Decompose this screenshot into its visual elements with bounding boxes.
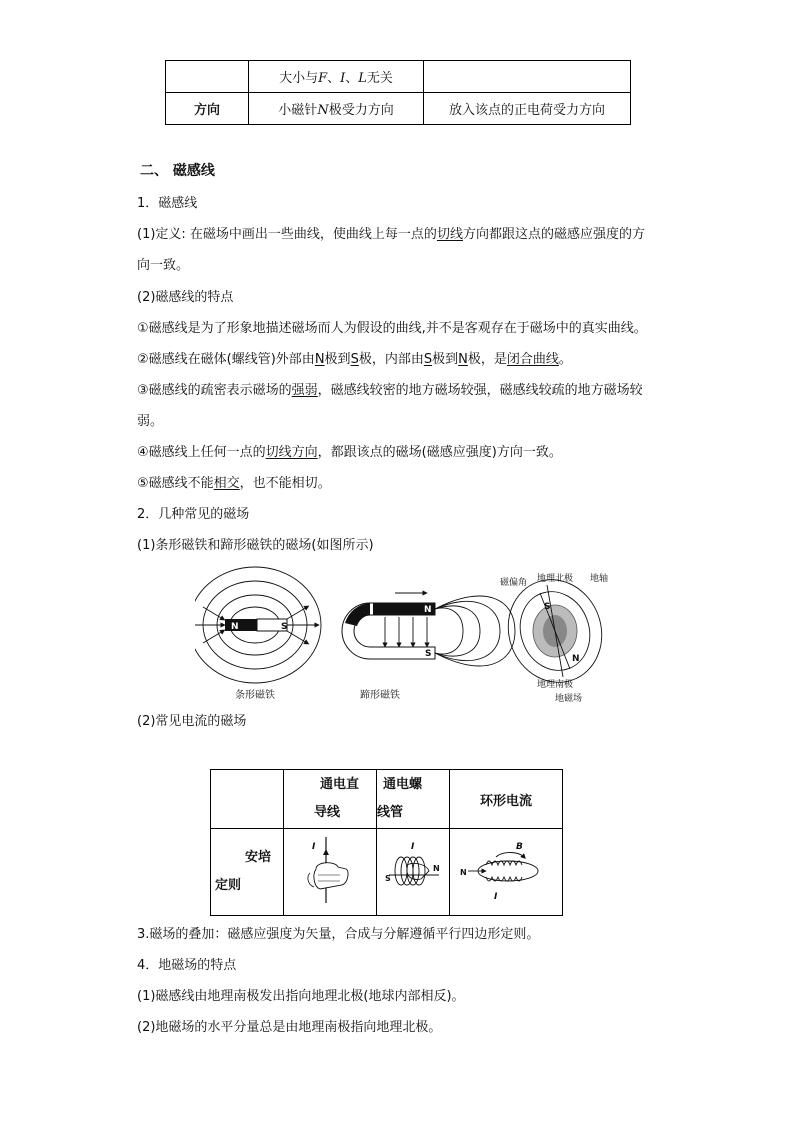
earth-axis-label: 地轴 xyxy=(590,574,609,584)
row-label-line: 安培 xyxy=(245,850,272,865)
header-line: 导线 xyxy=(314,805,341,820)
underlined-term: S xyxy=(423,352,433,367)
right-hand-ring-current xyxy=(456,835,556,905)
field-label: B xyxy=(516,842,523,852)
feature-1: ①磁感线是为了形象地描述磁场而人为假设的曲线,并不是客观存在于磁场中的真实曲线。 xyxy=(137,321,647,336)
ampere-rule-table xyxy=(210,769,563,916)
underlined-term: 切线 xyxy=(436,227,463,242)
table-cell xyxy=(424,61,631,93)
definition-line xyxy=(137,226,645,244)
underlined-term: 相交 xyxy=(213,476,240,491)
cell-text: 无关 xyxy=(366,71,393,86)
bar-caption: 条形磁铁 xyxy=(235,690,275,701)
text: ⑤磁感线不能 xyxy=(137,476,214,491)
comparison-table xyxy=(165,60,631,125)
separator: 、 xyxy=(327,71,341,86)
heading-earth-field: 4．地磁场的特点 xyxy=(137,958,237,973)
text: ④磁感线上任何一点的 xyxy=(137,445,266,460)
underlined-term: 强弱 xyxy=(291,383,318,398)
underlined-term: 切线方向 xyxy=(265,445,318,460)
earth-caption: 地磁场 xyxy=(555,694,583,704)
table-cell xyxy=(249,93,424,125)
current-label: I xyxy=(411,842,415,852)
text: ，也不能相切。 xyxy=(239,476,331,491)
table-header-row xyxy=(211,770,563,829)
feature-5 xyxy=(137,475,331,493)
table-cell: 放入该点的正电荷受力方向 xyxy=(424,93,631,125)
text: 极到 xyxy=(324,352,351,367)
feature-2 xyxy=(137,351,572,369)
symbol-N: N xyxy=(317,103,329,118)
text: 极，是 xyxy=(467,352,507,367)
definition-line-2: 向一致。 xyxy=(137,258,190,273)
symbol-F: F xyxy=(318,71,328,86)
separator: 、 xyxy=(345,71,359,86)
earth-n-label: N xyxy=(572,654,580,664)
table-cell-empty xyxy=(211,770,284,829)
heading-magnetic-lines: 1．磁感线 xyxy=(137,196,198,211)
solenoid-illustration xyxy=(377,829,450,916)
superposition-line: 3.磁场的叠加：磁感应强度为矢量，合成与分解遵循平行四边形定则。 xyxy=(137,927,540,942)
geo-north-label: 地理北极 xyxy=(537,574,574,584)
bar-s-label: S xyxy=(281,622,288,632)
underlined-term: N xyxy=(314,352,325,367)
horse-n-label: N xyxy=(424,605,432,615)
text: ②磁感线在磁体(螺线管)外部由 xyxy=(137,352,315,367)
text: 方向都跟这点的磁感应强度的方 xyxy=(462,227,645,242)
table-cell xyxy=(166,61,249,93)
earth-feature-2: (2)地磁场的水平分量总是由地理南极指向地理北极。 xyxy=(137,1020,442,1035)
feature-3-line-2: 弱。 xyxy=(137,414,164,429)
table-row xyxy=(166,61,631,93)
header-line: 通电直 xyxy=(320,777,360,792)
horseshoe-caption: 蹄形磁铁 xyxy=(360,690,400,701)
text: ，都跟该点的磁场(磁感应强度)方向一致。 xyxy=(317,445,562,460)
current-label: I xyxy=(494,892,498,902)
straight-wire-illustration xyxy=(284,829,377,916)
horseshoe-magnet-diagram xyxy=(342,593,515,666)
text: 。 xyxy=(558,352,572,367)
feature-3 xyxy=(137,382,643,400)
ring-current-illustration xyxy=(450,829,563,916)
table-row xyxy=(166,93,631,125)
current-label: I xyxy=(312,842,316,852)
header-line: 通电螺 xyxy=(383,777,423,792)
underlined-term: N xyxy=(458,352,468,367)
table-row xyxy=(211,829,563,916)
section-title: 二、 磁感线 xyxy=(140,163,215,179)
symbol-L: L xyxy=(358,71,367,86)
table-cell: 方向 xyxy=(166,93,249,125)
header-solenoid xyxy=(377,770,450,829)
text: 极，内部由 xyxy=(358,352,424,367)
underlined-term: S xyxy=(350,352,359,367)
symbol-I: I xyxy=(340,71,346,86)
row-label-line: 定则 xyxy=(215,878,242,893)
bar-n-label: N xyxy=(231,622,239,632)
horse-s-label: S xyxy=(425,649,432,659)
text: ，磁感线较密的地方磁场较强，磁感线较疏的地方磁场较 xyxy=(317,383,643,398)
bar-magnet-n-half xyxy=(225,619,257,631)
cell-text: 极受力方向 xyxy=(328,103,394,118)
header-straight-wire xyxy=(284,770,377,829)
header-ring-current: 环形电流 xyxy=(450,770,563,829)
solenoid-s-label: S xyxy=(385,874,391,883)
magnet-field-figure xyxy=(195,563,615,708)
subheading-current-fields: (2)常见电流的磁场 xyxy=(137,714,247,729)
heading-common-fields: 2．几种常见的磁场 xyxy=(137,507,250,522)
cell-text: 小磁针 xyxy=(278,103,318,118)
text: 极到 xyxy=(432,352,459,367)
text: (1)定义: 在磁场中画出一些曲线，使曲线上每一点的 xyxy=(137,227,437,242)
right-hand-straight-wire xyxy=(300,835,360,905)
table-cell xyxy=(249,61,424,93)
feature-4 xyxy=(137,444,562,462)
earth-feature-1: (1)磁感线由地理南极发出指向地理北极(地球内部相反)。 xyxy=(137,989,465,1004)
ring-n-label: N xyxy=(460,868,467,877)
text: ③磁感线的疏密表示磁场的 xyxy=(137,383,292,398)
right-hand-solenoid xyxy=(381,835,445,905)
declination-label: 磁偏角 xyxy=(500,578,528,588)
row-label-ampere-rule xyxy=(211,829,284,916)
subheading-magnets: (1)条形磁铁和蹄形磁铁的磁场(如图所示) xyxy=(137,538,374,553)
geo-south-label: 地理南极 xyxy=(537,680,574,690)
header-line: 线管 xyxy=(377,805,404,820)
cell-text: 大小与 xyxy=(279,71,319,86)
underlined-term: 闭合曲线 xyxy=(506,352,559,367)
earth-s-label: S xyxy=(544,602,551,612)
solenoid-n-label: N xyxy=(433,864,440,873)
features-heading: (2)磁感线的特点 xyxy=(137,290,234,305)
